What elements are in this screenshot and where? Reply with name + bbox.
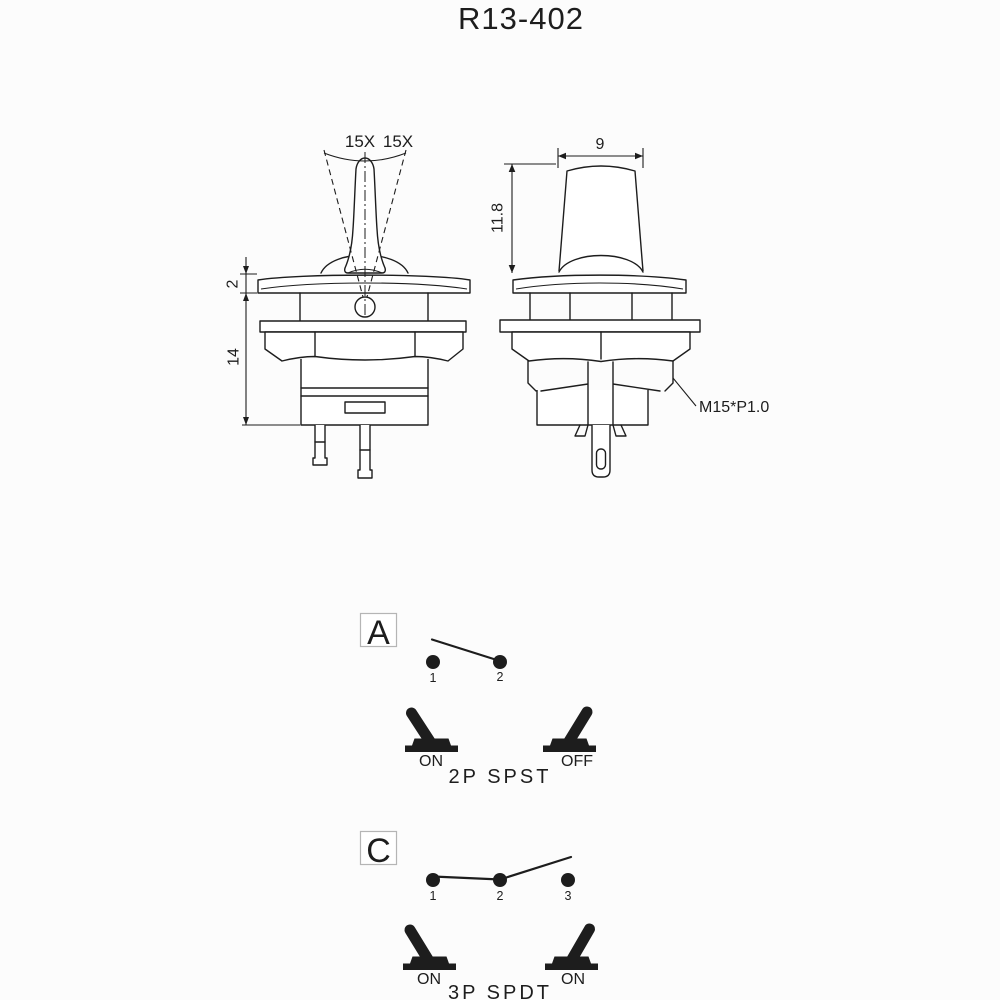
terminal-pin-left xyxy=(313,425,327,465)
dim-body-height-text: 14 xyxy=(225,348,243,366)
circuit-c-terminal-1-label: 1 xyxy=(429,889,437,903)
circuit-a-lever-wire xyxy=(432,640,500,662)
toggle-icon-c-right-on xyxy=(545,929,598,970)
neck-side xyxy=(530,293,672,320)
toggle-icon-a-off xyxy=(543,712,596,752)
dim-flange-thickness-text: 2 xyxy=(224,279,242,289)
hex-nut-front xyxy=(265,332,463,361)
dim-lever-width-text: 9 xyxy=(595,136,605,153)
thread-spec-label: M15*P1.0 xyxy=(699,399,770,416)
case-front xyxy=(301,359,428,425)
flange-side xyxy=(513,275,686,293)
circuit-a-contact-1 xyxy=(426,655,440,669)
circuit-c-letter: C xyxy=(366,832,391,870)
dim-lever-height xyxy=(490,164,557,273)
bushing-side xyxy=(528,361,673,391)
toggle-icon-c-left-on xyxy=(403,930,456,970)
terminal-pin-right xyxy=(358,425,372,478)
circuit-a-contact-2 xyxy=(493,655,507,669)
circuit-c-contact-3 xyxy=(561,873,575,887)
side-view xyxy=(490,136,770,477)
circuit-c-contact-1 xyxy=(426,873,440,887)
circuit-a-terminal-1-label: 1 xyxy=(429,671,437,685)
dim-lever-width xyxy=(558,136,643,168)
circuit-c-terminal-2-label: 2 xyxy=(496,889,504,903)
circuit-a-letter: A xyxy=(367,614,390,652)
toggle-icon-a-on xyxy=(405,713,458,752)
circuit-a-terminal-2-label: 2 xyxy=(496,670,504,684)
angle-label-left: 15X xyxy=(344,132,376,151)
angle-label-right: 15X xyxy=(382,132,414,151)
circuit-c-caption: 3P SPDT xyxy=(448,982,552,1000)
page-title: R13-402 xyxy=(458,1,584,36)
toggle-a-right-label: OFF xyxy=(561,753,593,770)
circuit-a xyxy=(361,614,597,789)
case-side xyxy=(537,390,648,425)
side-lug-right xyxy=(613,425,626,436)
washer-side xyxy=(500,320,700,332)
circuit-c-terminal-3-label: 3 xyxy=(564,889,572,903)
washer-front xyxy=(260,321,466,332)
circuit-a-caption: 2P SPST xyxy=(448,766,552,788)
front-view xyxy=(225,132,471,478)
toggle-c-right-label: ON xyxy=(561,971,585,988)
flange-front xyxy=(258,275,470,293)
circuit-c-contact-2 xyxy=(493,873,507,887)
toggle-a-left-label: ON xyxy=(419,753,443,770)
circuit-c xyxy=(361,832,599,1000)
thread-leader-line xyxy=(673,378,696,406)
toggle-c-left-label: ON xyxy=(417,971,441,988)
side-lug-left xyxy=(575,425,588,436)
dim-lever-height-text: 11.8 xyxy=(489,203,507,233)
